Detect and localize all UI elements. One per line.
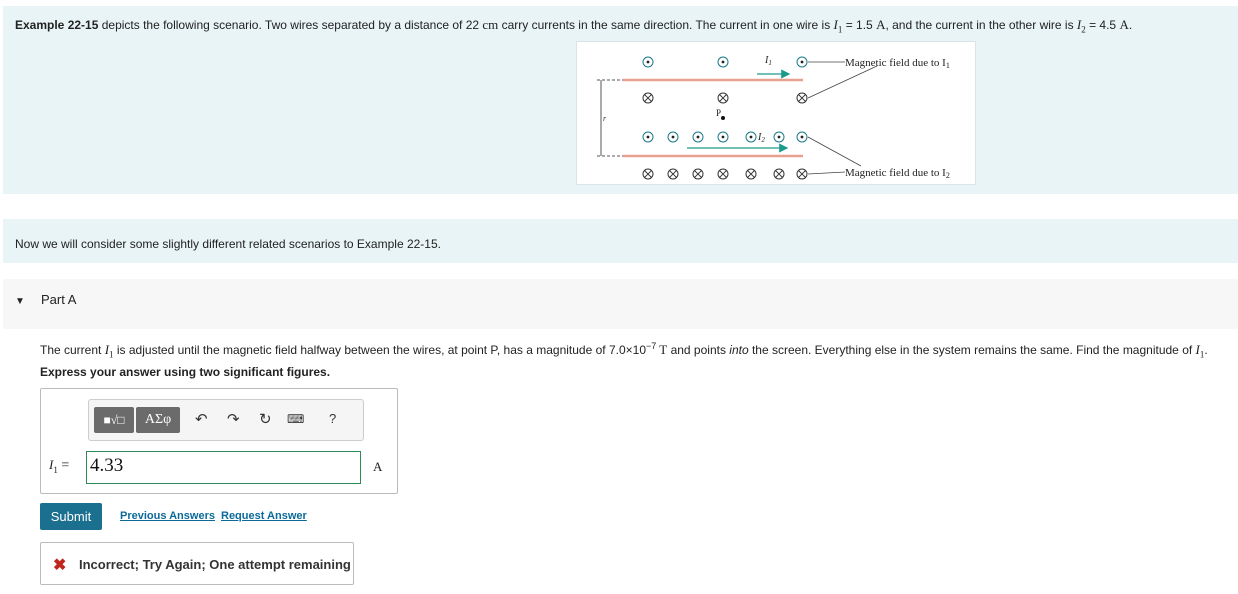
answer-input[interactable]: 4.33 [86, 451, 361, 484]
error-icon: ✖ [53, 557, 67, 574]
answer-unit: A [373, 459, 383, 474]
leader-line [808, 137, 861, 166]
intro-panel [3, 6, 1238, 194]
question-text: The current $I_1$ is adjusted until the magnetic field halfway between the wires, at point P, has a magnitude of $7.0\times 10^{-7}$ T and points into the screen. Everything else in the system remains the same. Find the magnitude of $I_1$. [40, 341, 1208, 360]
math-toolbar [88, 399, 364, 441]
field-in-icon [718, 93, 728, 103]
request-answer-link[interactable]: Request Answer [221, 510, 307, 522]
field-out-icon [643, 132, 653, 142]
redo-icon[interactable]: ↷ [227, 411, 240, 428]
field-in-icon [643, 93, 653, 103]
point-p [721, 116, 725, 120]
field-i1-label: Magnetic field due to I1 [845, 57, 950, 70]
part-a-header[interactable] [3, 279, 1238, 329]
field-out-icon [668, 132, 678, 142]
field-in-icon [746, 169, 756, 179]
field-in-icon [718, 169, 728, 179]
field-out-icon [718, 132, 728, 142]
intro-text: Example 22-15 depicts the following scenario. Two wires separated by a distance of 22 cm carry currents in the same direction. The current in one wire is $I_1 = 1.5$ A, and the current in the other wire is $I_2 = 4.5$ A. [15, 17, 1133, 35]
field-out-icon [774, 132, 784, 142]
collapse-caret-icon[interactable]: ▼ [15, 296, 25, 307]
help-button[interactable]: ? [329, 411, 337, 426]
part-a-title: Part A [41, 292, 77, 307]
i1-label: $I_1$ [765, 55, 772, 67]
templates-button[interactable]: ■√□ [94, 407, 134, 433]
field-in-icon [668, 169, 678, 179]
leader-line [808, 172, 845, 174]
field-in-icon [643, 169, 653, 179]
field-in-icon [797, 169, 807, 179]
leader-line [808, 66, 877, 98]
wires-diagram [577, 42, 977, 186]
related-text: Now we will consider some slightly different related scenarios to Example 22-15. [15, 237, 441, 251]
answer-label: $I_1$ = [49, 457, 70, 475]
field-out-icon [643, 57, 653, 67]
field-in-icon [693, 169, 703, 179]
greek-symbols-button[interactable]: ΑΣφ [136, 407, 180, 433]
reset-icon[interactable]: ↻ [259, 411, 272, 428]
example-ref: Example 22-15 [15, 18, 99, 32]
point-p-label: P [716, 108, 722, 118]
keyboard-icon[interactable]: ⌨ [287, 412, 305, 426]
submit-button[interactable]: Submit [40, 503, 102, 530]
related-panel [3, 219, 1238, 263]
feedback-text: Incorrect; Try Again; One attempt remaining [79, 557, 351, 572]
field-out-icon [797, 57, 807, 67]
field-out-icon [693, 132, 703, 142]
wires-figure [576, 41, 976, 185]
instruction-text: Express your answer using two significant figures. [40, 365, 331, 379]
field-in-icon [774, 169, 784, 179]
field-i2-label: Magnetic field due to I2 [845, 167, 950, 180]
separation-bracket [597, 80, 623, 156]
field-out-icon [746, 132, 756, 142]
answer-box [40, 388, 398, 494]
undo-icon[interactable]: ↶ [195, 411, 208, 428]
field-in-icon [797, 93, 807, 103]
feedback-box [40, 542, 354, 585]
field-out-icon [718, 57, 728, 67]
r-label: r [603, 114, 607, 123]
previous-answers-link[interactable]: Previous Answers [120, 510, 215, 522]
field-out-icon [797, 132, 807, 142]
i2-label: $I_2$ [758, 132, 765, 144]
